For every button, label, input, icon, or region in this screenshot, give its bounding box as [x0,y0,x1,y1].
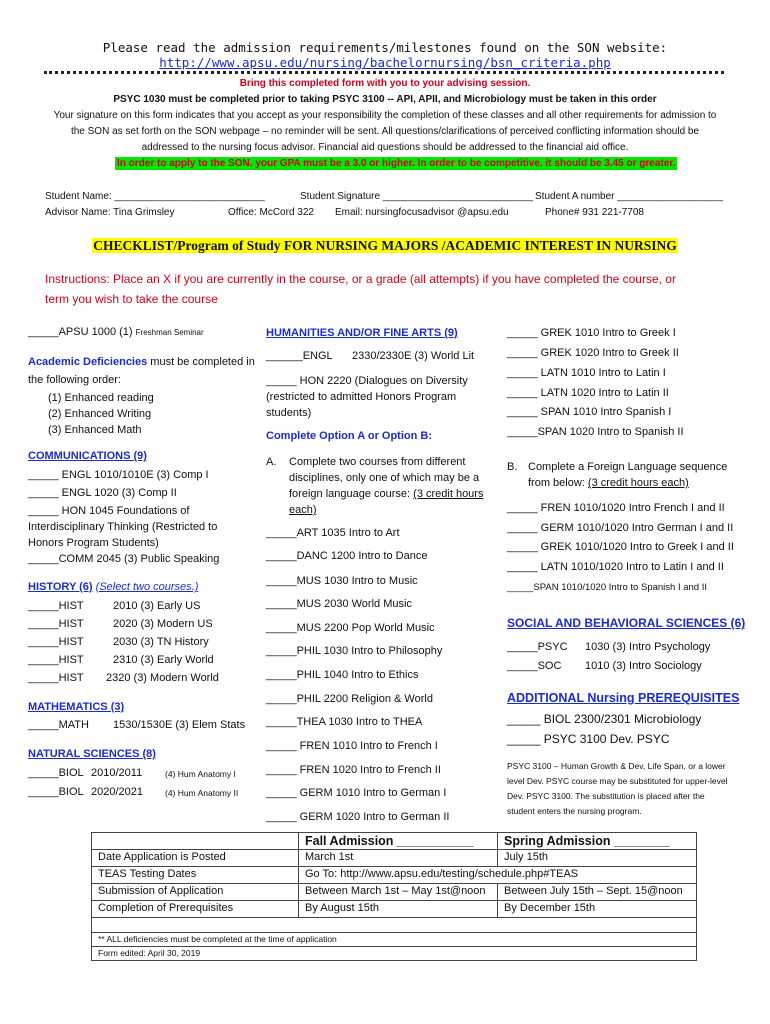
course-row[interactable]: _____ GERM 1010 Intro to German I [266,787,447,799]
deficiency-math: (3) Enhanced Math [48,424,142,436]
biol-2300-row[interactable]: _____ BIOL 2300/2301 Microbiology [507,712,702,726]
natural-sciences-heading: NATURAL SCIENCES (8) [28,748,156,760]
advisor-phone: Phone# 931 221-7708 [545,207,644,218]
table-row [92,833,697,850]
instructions-line-2: term you wish to take the course [45,292,218,306]
table-row [92,850,697,867]
table-cell: Between July 15th – Sept. 15@noon [498,884,697,901]
apsu-1000-row[interactable]: _____APSU 1000 (1) Freshman Seminar [28,326,204,338]
engl-1010-row[interactable]: _____ ENGL 1010/1010E (3) Comp I [28,469,209,481]
option-heading: Complete Option A or Option B: [266,430,432,442]
hist-row[interactable]: _____HIST 2310 (3) Early World [28,654,214,666]
student-a-number-field[interactable]: Student A number ___________________ [535,191,723,202]
fall-admission-header[interactable]: Fall Admission ___________ [299,833,498,850]
lang-row[interactable]: _____SPAN 1020 Intro to Spanish II [507,426,684,438]
hon-1045-detail: Interdisciplinary Thinking (Restricted to [28,521,218,533]
signature-paragraph-3: addressed to the nursing focus advisor. Financial aid questions should be addressed to the financial aid office. [141,142,629,153]
hist-row[interactable]: _____HIST 2320 (3) Modern World [28,672,219,684]
humanities-heading: HUMANITIES AND/OR FINE ARTS (9) [266,327,458,339]
option-a-text-4: each) [289,504,317,516]
option-b-text-1: Complete a Foreign Language sequence [528,461,728,473]
lang-row[interactable]: _____ SPAN 1010 Intro Spanish I [507,406,672,418]
lang-row[interactable]: _____ GREK 1010 Intro to Greek I [507,327,676,339]
table-cell [92,833,299,850]
table-row [92,947,697,961]
student-signature-field[interactable]: Student Signature ___________________________ [300,191,533,202]
table-cell: TEAS Testing Dates [92,867,299,884]
course-row[interactable]: _____PHIL 2200 Religion & World [266,693,433,705]
table-cell [92,918,697,933]
table-cell: Date Application is Posted [92,850,299,867]
table-row [92,933,697,947]
table-row [92,867,697,884]
course-row[interactable]: _____ FREN 1010 Intro to French I [266,740,438,752]
hon-2220-detail-2: students) [266,407,312,419]
website-notice: Please read the admission requirements/milestones found on the SON website: [102,40,668,55]
option-b-text-2: from below: (3 credit hours each) [528,477,689,489]
advisor-email: Email: nursingfocusadvisor @apsu.edu [335,207,509,218]
hon-1045-row[interactable]: _____ HON 1045 Foundations of [28,505,190,517]
option-a-text-1: Complete two courses from different [289,456,466,468]
sequence-row[interactable]: _____SPAN 1010/1020 Intro to Spanish I and II [507,582,707,593]
communications-heading: COMMUNICATIONS (9) [28,450,147,462]
student-name-field[interactable]: Student Name: ___________________________ [45,191,265,202]
deficiency-writing: (2) Enhanced Writing [48,408,152,420]
psyc-3100-note: student enters the nursing program. [507,806,642,816]
lang-row[interactable]: _____ LATN 1010 Intro to Latin I [507,367,666,379]
biol-2020-row[interactable]: _____BIOL 2020/2021 (4) Hum Anatomy II [28,786,239,798]
table-row [92,901,697,918]
academic-deficiencies-order: the following order: [28,374,121,386]
sequence-row[interactable]: _____ LATN 1010/1020 Intro to Latin I and II [507,561,724,573]
table-cell: March 1st [299,850,498,867]
gpa-requirement: In order to apply to the SON, your GPA must be a 3.0 or higher. In order to be competitive, it should be 3.45 or greater. [117,158,676,169]
comm-2045-row[interactable]: _____COMM 2045 (3) Public Speaking [28,553,220,565]
sequence-row[interactable]: _____ FREN 1010/1020 Intro French I and II [507,502,725,514]
course-row[interactable]: _____ FREN 1020 Intro to French II [266,764,441,776]
option-a-label: A. [266,456,277,468]
course-row[interactable]: _____MUS 2200 Pop World Music [266,622,435,634]
spring-admission-header[interactable]: Spring Admission ________ [498,833,697,850]
table-cell: Between March 1st – May 1st@noon [299,884,498,901]
advisor-name: Advisor Name: Tina Grimsley [45,207,175,218]
table-cell: July 15th [498,850,697,867]
option-b-label: B. [507,461,518,473]
engl-1020-row[interactable]: _____ ENGL 1020 (3) Comp II [28,487,177,499]
hon-2220-detail: (restricted to admitted Honors Program [266,391,457,403]
soc-1010-row[interactable]: _____SOC 1010 (3) Intro Sociology [507,660,702,672]
table-cell: Submission of Application [92,884,299,901]
history-heading: HISTORY (6) (Select two courses.) [28,581,199,593]
psyc-3100-note: Dev. PSYC 3100. The substitution is placed after the [507,791,705,801]
psyc-3100-note: PSYC 3100 – Human Growth & Dev, Life Span, or a lower [507,761,726,771]
deficiency-reading: (1) Enhanced reading [48,392,154,404]
form-edited-date: Form edited: April 30, 2019 [92,947,697,961]
son-website-link[interactable]: http://www.apsu.edu/nursing/bachelornursing/bsn_criteria.php [159,55,611,70]
option-a-text-2: disciplines, only one of which may be a [289,472,480,484]
psyc-3100-note: level Dev. PSYC course may be substituted for upper-level [507,776,728,786]
hist-row[interactable]: _____HIST 2030 (3) TN History [28,636,209,648]
option-a-text-3: foreign language course: (3 credit hours [289,488,484,500]
additional-prereq-heading: ADDITIONAL Nursing PREREQUISITES [507,691,740,705]
course-row[interactable]: _____PHIL 1040 Intro to Ethics [266,669,419,681]
course-row[interactable]: _____DANC 1200 Intro to Dance [266,550,428,562]
mathematics-heading: MATHEMATICS (3) [28,701,125,713]
math-1530-row[interactable]: _____MATH 1530/1530E (3) Elem Stats [28,719,246,731]
academic-deficiencies-heading: Academic Deficiencies must be completed in [28,356,255,368]
psyc-3100-row[interactable]: _____ PSYC 3100 Dev. PSYC [507,732,670,746]
deficiencies-footnote: ** ALL deficiencies must be completed at the time of application [92,933,697,947]
signature-paragraph-2: the SON as set forth on the SON webpage – no reminder will be sent. All questions/clarifications of perceived conflicting information should be [70,126,700,137]
admission-table [91,832,697,961]
dotted-divider [44,71,724,74]
table-row [92,884,697,901]
table-cell: Completion of Prerequisites [92,901,299,918]
lang-row[interactable]: _____ LATN 1020 Intro to Latin II [507,387,669,399]
table-cell: By December 15th [498,901,697,918]
lang-row[interactable]: _____ GREK 1020 Intro to Greek II [507,347,679,359]
engl-2330-row[interactable]: ______ENGL 2330/2330E (3) World Lit [266,350,475,362]
course-row[interactable]: _____THEA 1030 Intro to THEA [266,716,423,728]
signature-paragraph-1: Your signature on this form indicates that you accept as your responsibility the completion of these classes and all other requirements for admission to [53,110,717,121]
biol-2010-row[interactable]: _____BIOL 2010/2011 (4) Hum Anatomy I [28,767,236,779]
hon-1045-detail-2: Honors Program Students) [28,537,159,549]
course-row[interactable]: _____MUS 2030 World Music [266,598,412,610]
psyc-order-notice: PSYC 1030 must be completed prior to taking PSYC 3100 -- API, APII, and Microbiology must be taken in this order [113,94,657,105]
table-cell: By August 15th [299,901,498,918]
hist-row[interactable]: _____HIST 2020 (3) Modern US [28,618,213,630]
advisor-office: Office: McCord 322 [228,207,314,218]
social-sciences-heading: SOCIAL AND BEHAVIORAL SCIENCES (6) [507,616,746,630]
bring-form-notice: Bring this completed form with you to your advising session. [239,78,531,89]
course-row[interactable]: _____ART 1035 Intro to Art [266,527,400,539]
instructions-line-1: Instructions: Place an X if you are currently in the course, or a grade (all attempts) if you have completed the course, or [45,272,676,286]
hon-2220-row[interactable]: _____ HON 2220 (Dialogues on Diversity [266,375,468,387]
sequence-row[interactable]: _____ GREK 1010/1020 Intro to Greek I and II [507,541,734,553]
course-row[interactable]: _____MUS 1030 Intro to Music [266,575,418,587]
hist-row[interactable]: _____HIST 2010 (3) Early US [28,600,201,612]
sequence-row[interactable]: _____ GERM 1010/1020 Intro German I and II [507,522,734,534]
course-row[interactable]: _____PHIL 1030 Intro to Philosophy [266,645,443,657]
psyc-1030-row[interactable]: _____PSYC 1030 (3) Intro Psychology [507,641,711,653]
teas-link[interactable]: Go To: http://www.apsu.edu/testing/schedule.php#TEAS [299,867,697,884]
page-title: CHECKLIST/Program of Study FOR NURSING MAJORS /ACADEMIC INTEREST IN NURSING [93,238,677,253]
course-row[interactable]: _____ GERM 1020 Intro to German II [266,811,450,823]
table-row [92,918,697,933]
